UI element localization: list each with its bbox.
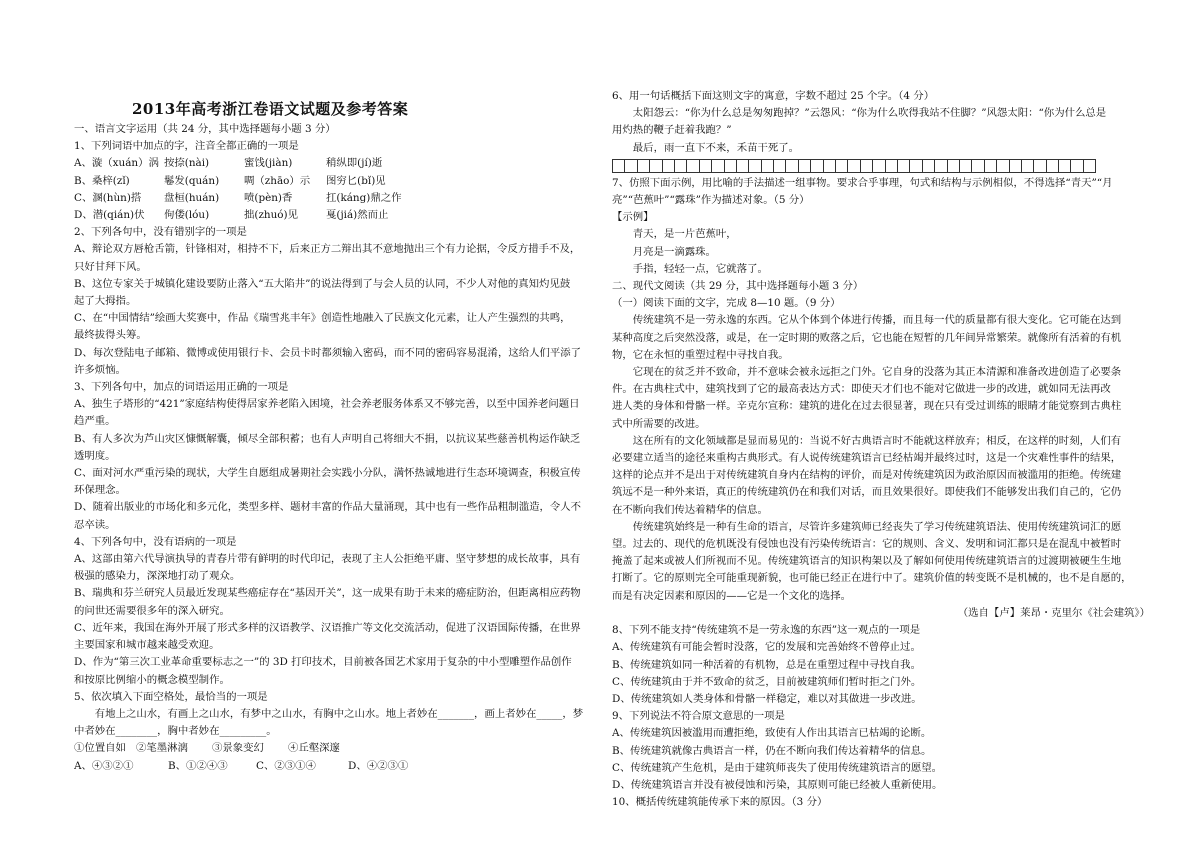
passage-line: 筑远不是一种外来语，真正的传统建筑仍在和我们对话，而且效果很好。即使我们不能够发出我们自己的，它仍 <box>612 486 1122 499</box>
answer-cell[interactable] <box>835 159 847 173</box>
example-line: 手指，轻轻一点，它就落了。 <box>632 262 768 275</box>
q1-option-row <box>74 173 589 190</box>
answer-cell[interactable] <box>711 159 723 173</box>
example-line: 青天，是一片芭蕉叶， <box>632 228 737 241</box>
option-line: 透明度。 <box>74 449 116 462</box>
q5-item: ④丘壑深邃 <box>288 742 340 755</box>
q1-option-cell: D、潜(qián)伏 <box>74 209 145 222</box>
question-stem: 亮”“芭蕉叶”“露珠”作为描述对象。（5 分） <box>612 194 810 207</box>
passage-line: 这在所有的文化领域都是显而易见的：当说不好古典语言时不能就这样放弃；相反，在这样的时刻，人们有 <box>632 434 1122 447</box>
q5-items <box>74 740 589 757</box>
option-line: C、面对河水严重污染的现状，大学生自愿组成暑期社会实践小分队，满怀热诚地进行生态环境调查，积极宣传 <box>74 467 581 480</box>
answer-cell[interactable] <box>674 159 686 173</box>
answer-cell[interactable] <box>823 159 835 173</box>
answer-cell[interactable] <box>885 159 897 173</box>
option-line: A、辩论双方唇枪舌箭，针锋相对，相持不下，后来正方二辩出其不意地抛出三个有力论据，令反方措手不及， <box>74 243 581 256</box>
passage-line: 件。在古典柱式中，建筑找到了它的最高表达方式：即使天才们也不能对它做进一步的改进，就如同无法再改 <box>612 383 1111 396</box>
fill-blank-line: 中者妙在________，胸中者妙在_________。 <box>74 725 277 738</box>
option-line: 趋严重。 <box>74 415 116 428</box>
option-line: A、这部由第六代导演执导的青春片带有鲜明的时代印记，表现了主人公拒绝平庸、坚守梦想的成长故事，具有 <box>74 553 581 566</box>
q1-option-cell: 图穷匕(bǐ)见 <box>326 174 386 187</box>
answer-cell[interactable] <box>662 159 674 173</box>
answer-cell[interactable] <box>761 159 773 173</box>
left-column <box>74 121 589 775</box>
passage-line: 而是有决定因素和原因的——它是一个文化的选择。 <box>612 589 851 602</box>
option-line: A、传统建筑因被滥用而遭拒绝，致使有人作出其语言已枯竭的论断。 <box>612 727 932 740</box>
answer-cell[interactable] <box>748 159 760 173</box>
answer-cell[interactable] <box>947 159 959 173</box>
answer-cell[interactable] <box>897 159 909 173</box>
option-line: 最终拔得头筹。 <box>74 329 147 342</box>
answer-cell[interactable] <box>785 159 797 173</box>
question-stem: 2、下列各句中，没有错别字的一项是 <box>74 226 247 239</box>
option-line: 忍卒读。 <box>74 518 116 531</box>
q5-choice: A、④③②① <box>74 759 134 772</box>
question-stem: 9、下列说法不符合原文意思的一项是 <box>612 710 785 723</box>
passage-line: 某种高度之后突然没落，或是，在一定时期的败落之后，它也能在短暂的几年间异常繁荣。就像所有活着的有机 <box>612 331 1122 344</box>
option-line: 极强的感染力，深深地打动了观众。 <box>74 570 241 583</box>
option-line: D、随着出版业的市场化和多元化，类型多样、题材丰富的作品大量涌现，其中也有一些作品粗制滥造，令人不 <box>74 501 582 514</box>
answer-cell[interactable] <box>847 159 859 173</box>
page-title: 2013年高考浙江卷语文试题及参考答案 <box>132 100 409 118</box>
q1-option-cell: 戛(jiá)然而止 <box>326 209 389 222</box>
answer-cell[interactable] <box>984 159 996 173</box>
q1-option-cell: 蜜饯(jiàn) <box>244 157 293 170</box>
passage-line: 太阳怨云：“你为什么总是匆匆跑掉？”云怨风：“你为什么吹得我站不住脚？”风怨太阳：“你为什么总是 <box>632 107 1107 120</box>
answer-cell[interactable] <box>1083 159 1096 173</box>
q5-choice: C、②③①④ <box>256 759 316 772</box>
example-line: 月亮是一滴露珠。 <box>632 245 716 258</box>
option-line: 的问世还需要很多年的深入研究。 <box>74 604 230 617</box>
passage-line: 用灼热的鞭子赶着我跑？” <box>612 124 732 137</box>
option-line: C、传统建筑产生危机，是由于建筑师丧失了使用传统建筑语言的愿望。 <box>612 761 943 774</box>
passage-line: 式中所需要的改进。 <box>612 417 706 430</box>
option-line: C、近年来，我国在海外开展了形式多样的汉语教学、汉语推广等文化交流活动，促进了汉语国际传播，在世界 <box>74 621 581 634</box>
answer-cell[interactable] <box>736 159 748 173</box>
passage-line: 它现在的贫乏并不致命，并不意味会被永远拒之门外。它自身的没落为其正本清源和准备改进创造了必要条 <box>632 366 1122 379</box>
answer-cell[interactable] <box>798 159 810 173</box>
option-line: B、传统建筑就像古典语言一样，仍在不断向我们传达着精华的信息。 <box>612 744 932 757</box>
passage-line: 最后，雨一直下不来，禾苗干死了。 <box>632 141 800 154</box>
reading-passage <box>612 312 1160 604</box>
question-stem: 5、依次填入下面空格处，最恰当的一项是 <box>74 690 268 703</box>
option-line: B、传统建筑如同一种活着的有机物，总是在重塑过程中寻找自我。 <box>612 658 921 671</box>
answer-cell[interactable] <box>1033 159 1045 173</box>
option-line: A、独生子塔形的“421”家庭结构使得居家养老陷入困境，社会养老服务体系又不够完善，以至中国养老问题日 <box>74 398 580 411</box>
answer-cell[interactable] <box>1009 159 1021 173</box>
passage-line: 必要建立适当的途径来重构古典形式。有人说传统建筑语言已经枯竭并最终过时，这是一个灾难性事件的结果， <box>612 452 1122 465</box>
option-line: C、在“中国情结”绘画大奖赛中，作品《瑞雪兆丰年》创造性地融入了民族文化元素，让人产生强烈的共鸣， <box>74 312 571 325</box>
answer-cell[interactable] <box>649 159 661 173</box>
answer-cell[interactable] <box>624 159 636 173</box>
option-line: 和按原比例缩小的概念模型制作。 <box>74 673 230 686</box>
q1-option-row <box>74 190 589 207</box>
q1-option-cell: 啁（zhāo）示 <box>244 174 311 187</box>
option-line: 起了大拇指。 <box>74 295 137 308</box>
answer-cell[interactable] <box>1058 159 1070 173</box>
fill-blank-line: 有地上之山水，有画上之山水，有梦中之山水，有胸中之山水。地上者妙在_______，画上者妙在_____，梦 <box>94 707 584 720</box>
answer-cell[interactable] <box>810 159 822 173</box>
q1-option-cell: 佝偻(lóu) <box>164 209 210 222</box>
passage-line: 望。过去的、现代的危机既没有侵蚀也没有污染传统语言：它的规则、含义、发明和词汇都只是在混乱中被暂时 <box>612 538 1122 551</box>
option-line: 主要国家和城市越来越受欢迎。 <box>74 639 220 652</box>
q5-item: ③景象变幻 <box>212 742 264 755</box>
q5-item: ②笔墨淋漓 <box>136 742 188 755</box>
answer-cell[interactable] <box>637 159 649 173</box>
option-line: 许多烦恼。 <box>74 363 126 376</box>
sub-heading: （一）阅读下面的文字，完成 8—10 题。（9 分） <box>612 297 841 310</box>
question-stem: 8、下列不能支持“传统建筑不是一劳永逸的东西”这一观点的一项是 <box>612 624 921 637</box>
source-citation: （选自【卢】莱昂・克里尔《社会建筑》） <box>957 606 1150 619</box>
answer-cell[interactable] <box>724 159 736 173</box>
answer-cell[interactable] <box>860 159 872 173</box>
q1-option-cell: 盘桓(huán) <box>164 191 220 204</box>
answer-cell[interactable] <box>612 159 624 173</box>
section-heading: 一、语言文字运用（共 24 分，其中选择题每小题 3 分） <box>74 123 336 135</box>
q1-option-cell: 拙(zhuó)见 <box>244 209 299 222</box>
passage-line: 在不断向我们传达着精华的信息。 <box>612 503 768 516</box>
passage-line: 打断了。它的原则完全可能重现新貌，也可能已经正在进行中了。建筑价值的转变既不是机械的，也不是自愿的， <box>612 572 1132 585</box>
question-stem: 6、用一句话概括下面这则文字的寓意，字数不超过 25 个字。（4 分） <box>612 90 935 102</box>
q1-option-row <box>74 155 589 172</box>
q1-option-cell: 稍纵即(jí)逝 <box>326 157 383 170</box>
q1-option-cell: A、漩（xuán）涡 <box>74 157 159 170</box>
passage-line: 掩盖了起来或被人们所视而不见。传统建筑语言的知识构架以及了解如何使用传统建筑语言的过渡期被硬生生地 <box>612 555 1122 568</box>
answer-cell[interactable] <box>996 159 1008 173</box>
passage-line: 进人类的身体和骨骼一样。辛克尔宣称：建筑的进化在过去很显著，现在只有受过训练的眼睛才能觉察到古典柱 <box>612 400 1122 413</box>
option-line: D、每次登陆电子邮箱、微博或使用银行卡、会员卡时都须输入密码，而不同的密码容易混淆，这给人们平添了 <box>74 346 582 359</box>
answer-cell[interactable] <box>959 159 971 173</box>
question-stem: 3、下列各句中，加点的词语运用正确的一项是 <box>74 381 289 394</box>
answer-cell[interactable] <box>1046 159 1058 173</box>
option-line: A、传统建筑有可能会暂时没落，它的发展和完善始终不曾停止过。 <box>612 641 921 654</box>
answer-cell[interactable] <box>872 159 884 173</box>
q1-option-cell: C、溷(hùn)搭 <box>74 191 142 204</box>
q5-choice: D、④②③① <box>348 759 409 772</box>
option-line: B、有人多次为芦山灾区慷慨解囊，倾尽全部积蓄；也有人声明自己将细大不捐，以抗议某些慈善机构运作缺乏 <box>74 432 581 445</box>
answer-cell[interactable] <box>686 159 698 173</box>
option-line: D、传统建筑如人类身体和骨骼一样稳定，难以对其做进一步改进。 <box>612 692 922 705</box>
answer-cell[interactable] <box>971 159 983 173</box>
question-stem: 4、下列各句中，没有语病的一项是 <box>74 535 237 548</box>
question-stem: 1、下列词语中加点的字，注音全都正确的一项是 <box>74 140 299 153</box>
q1-option-cell: 鬈发(quán) <box>164 174 220 187</box>
question-stem: 7、仿照下面示例，用比喻的手法描述一组事物。要求合乎事理，句式和结构与示例相似，不得选择“青天”“月 <box>612 176 1113 189</box>
answer-cell[interactable] <box>699 159 711 173</box>
q1-option-cell: 喷(pèn)香 <box>244 191 293 204</box>
example-label: 【示例】 <box>612 211 654 224</box>
q5-item: ①位置自如 <box>74 742 126 755</box>
section-heading: 二、现代文阅读（共 29 分，其中选择题每小题 3 分） <box>612 280 864 293</box>
answer-cell[interactable] <box>1070 159 1082 173</box>
answer-cell[interactable] <box>1021 159 1033 173</box>
answer-cell[interactable] <box>909 159 921 173</box>
option-line: 只好甘拜下风。 <box>74 260 147 273</box>
right-column <box>612 88 1160 811</box>
answer-cell[interactable] <box>934 159 946 173</box>
q1-option-cell: B、桑梓(zǐ) <box>74 174 130 187</box>
q1-option-cell: 扛(káng)鼎之作 <box>326 191 402 204</box>
passage-line: 传统建筑始终是一种有生命的语言，尽管许多建筑师已经丧失了学习传统建筑语法、使用传统建筑词汇的愿 <box>632 520 1122 533</box>
passage-line: 物，它在永恒的重塑过程中寻找自我。 <box>612 348 789 361</box>
answer-cell[interactable] <box>773 159 785 173</box>
q5-choice: B、①②④③ <box>168 759 228 772</box>
option-line: D、作为“第三次工业革命重要标志之一”的 3D 打印技术，目前被各国艺术家用于复杂的中小型雕塑作品创作 <box>74 656 572 669</box>
option-line: D、传统建筑语言并没有被侵蚀和污染，其原则可能已经被人重新使用。 <box>612 778 943 791</box>
q1-option-row <box>74 207 589 224</box>
passage-line: 这样的论点并不是出于对传统建筑自身内在结构的评价，而是对传统建筑因为政治原因而被滥用的拒绝。传统建 <box>612 469 1122 482</box>
q1-option-cell: 按捺(nài) <box>164 157 210 170</box>
passage-line: 传统建筑不是一劳永逸的东西。它从个体到个体进行传播，而且每一代的质量都有很大变化。它可能在达到 <box>632 314 1122 327</box>
option-line: 环保理念。 <box>74 484 126 497</box>
answer-grid[interactable] <box>612 159 1160 173</box>
answer-cell[interactable] <box>922 159 934 173</box>
question-stem: 10、概括传统建筑能传承下来的原因。（3 分） <box>612 796 828 809</box>
q1-options <box>74 155 589 224</box>
option-line: B、这位专家关于城镇化建设要防止落入“五大陷井”的说法得到了与会人员的认同，不少人对他的真知灼见鼓 <box>74 277 571 290</box>
q5-choices <box>74 758 589 775</box>
option-line: B、瑞典和芬兰研究人员最近发现某些癌症存在“基因开关”，这一成果有助于未来的癌症防治，但距离相应药物 <box>74 587 581 600</box>
option-line: C、传统建筑由于并不致命的贫乏，目前被建筑师们暂时拒之门外。 <box>612 675 922 688</box>
